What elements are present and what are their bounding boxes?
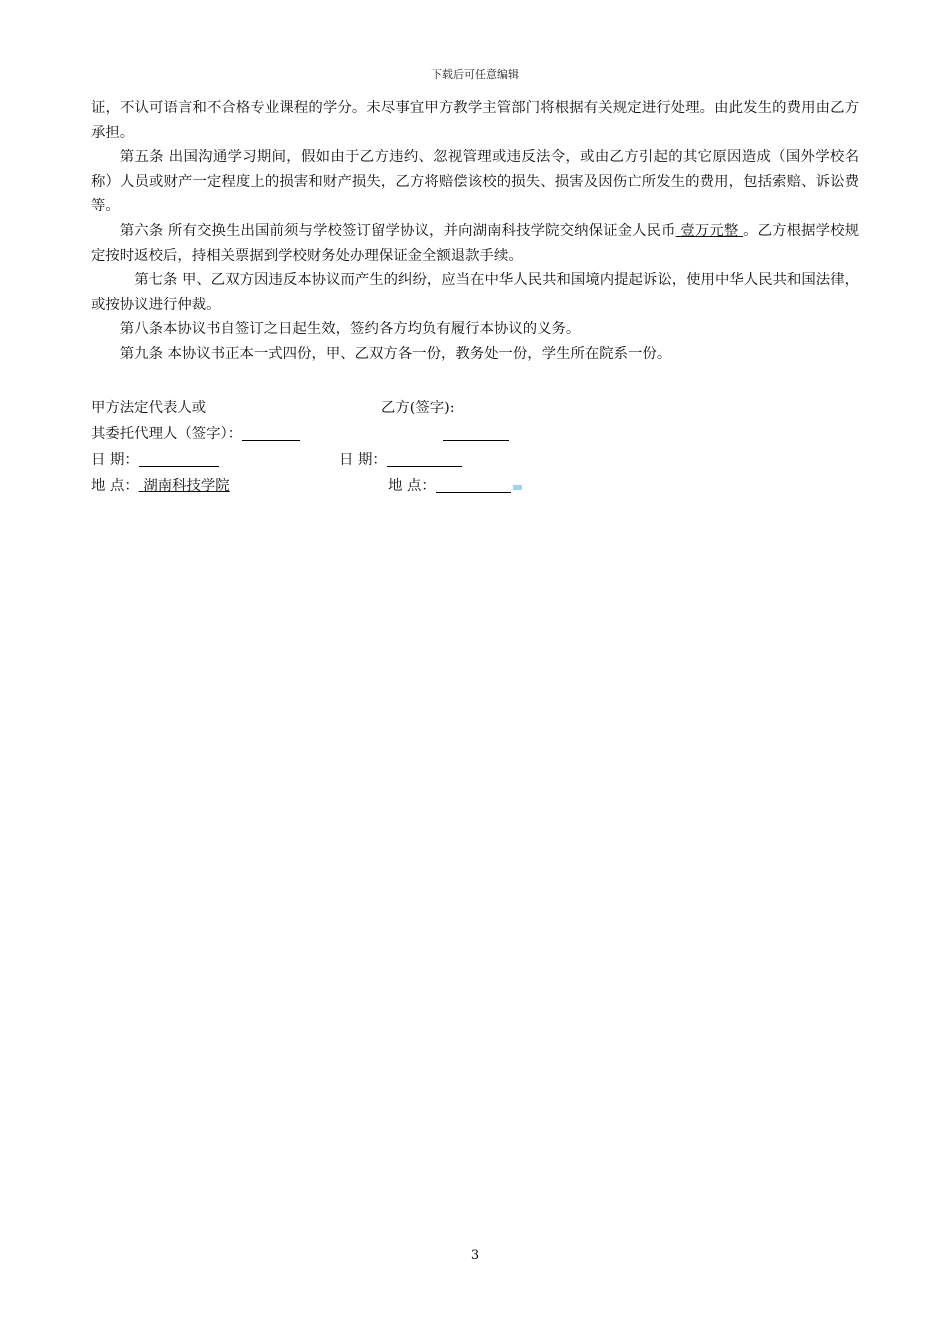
party-a-place: 湖南科技学院 <box>143 478 230 494</box>
party-b-date-label: 日 期： <box>339 452 387 468</box>
party-b-date-blank[interactable] <box>387 450 462 467</box>
party-a-agent-label: 其委托代理人（签字）： <box>91 426 243 442</box>
text-cursor-marker <box>513 485 522 490</box>
party-a-label: 甲方法定代表人或 <box>91 400 207 416</box>
party-b-place-blank[interactable] <box>436 476 511 493</box>
article-9: 第九条 本协议书正本一式四份，甲、乙双方各一份，教务处一份，学生所在院系一份。 <box>119 345 672 362</box>
document-body <box>91 96 859 367</box>
deposit-amount: 壹万元整 <box>680 222 739 239</box>
page-number: 3 <box>470 1248 480 1263</box>
signature-block <box>91 395 791 499</box>
article-5: 第五条 出国沟通学习期间，假如由于乙方违约、忽视管理或违反法令，或由乙方引起的其它原因造成（国外学校名称）人员或财产一定程度上的损害和财产损失，乙方将赔偿该校的损失、损害及因伤亡所发生的费用，包括索赔、诉讼费等。 <box>91 149 859 215</box>
party-a-date-blank[interactable] <box>139 450 219 467</box>
party-b-label: 乙方(签字): <box>381 400 455 416</box>
party-b-place-label: 地 点： <box>388 478 436 494</box>
article-7: 第七条 甲、乙双方因违反本协议而产生的纠纷，应当在中华人民共和国境内提起诉讼，使用中华人民共和国法律，或按协议进行仲裁。 <box>91 272 859 313</box>
paragraph-continuation: 证，不认可语言和不合格专业课程的学分。未尽事宜甲方教学主管部门将根据有关规定进行处理。由此发生的费用由乙方承担。 <box>91 100 859 141</box>
article-8: 第八条本协议书自签订之日起生效，签约各方均负有履行本协议的义务。 <box>119 321 581 338</box>
party-b-signature-blank[interactable] <box>443 424 509 441</box>
party-a-signature-blank[interactable] <box>242 424 300 441</box>
article-6-text: 第六条 所有交换生出国前须与学校签订留学协议，并向湖南科技学院交纳保证金人民币 <box>119 222 676 239</box>
party-a-date-label: 日 期： <box>91 452 139 468</box>
header-note: 下载后可任意编辑 <box>431 68 519 81</box>
party-a-place-label: 地 点： <box>91 478 139 494</box>
article-6 <box>91 219 859 268</box>
article-6-text-cont: 。乙方根据学校规定按时返校后，持相关票据到学校财务处办理保证金全额退款手续。 <box>91 222 860 264</box>
